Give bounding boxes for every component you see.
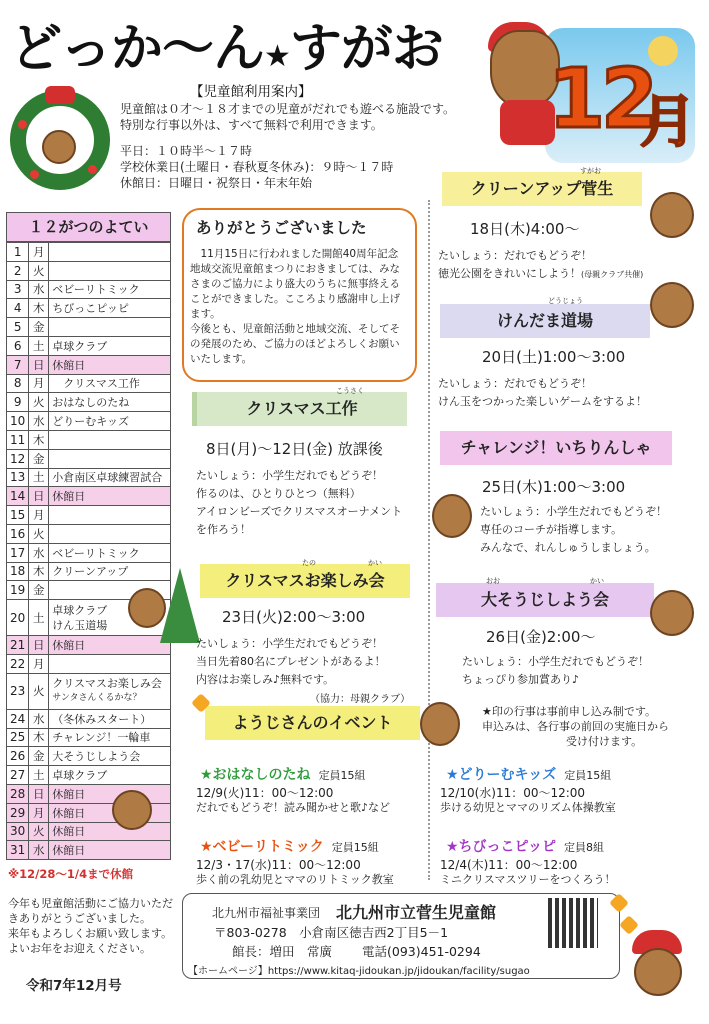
greeting-line: きありがとうございました。 bbox=[8, 912, 151, 925]
calendar-weekday: 木 bbox=[29, 728, 49, 747]
kendama-time: 20日(土)1:00～3:00 bbox=[482, 348, 626, 366]
calendar-row bbox=[7, 636, 171, 655]
calendar-weekday: 水 bbox=[29, 280, 49, 299]
calendar-weekday: 月 bbox=[29, 803, 49, 822]
calendar-day: 27 bbox=[7, 766, 29, 785]
calendar-row bbox=[7, 261, 171, 280]
greeting-line: 来年もよろしくお願い致します。 bbox=[8, 927, 173, 940]
bear-icon bbox=[420, 702, 460, 746]
calendar-weekday: 木 bbox=[29, 562, 49, 581]
calendar-day: 31 bbox=[7, 841, 29, 860]
unicycle-time: 25日(木)1:00～3:00 bbox=[482, 478, 626, 496]
info-heading: 【児童館利用案内】 bbox=[190, 84, 312, 100]
calendar-event-line: けん玉道場 bbox=[52, 618, 108, 632]
calendar-row bbox=[7, 562, 171, 581]
calendar-row bbox=[7, 822, 171, 841]
issue-label: 令和7年12月号 bbox=[26, 978, 122, 994]
calendar-weekday: 金 bbox=[29, 581, 49, 600]
wreath-bow-icon bbox=[45, 86, 75, 104]
calendar-weekday: 日 bbox=[29, 487, 49, 506]
footer-address: 〒803-0278 小倉南区徳吉西2丁目5－1 bbox=[214, 925, 449, 940]
calendar-row bbox=[7, 487, 171, 506]
calendar-event: 卓球クラブ bbox=[49, 766, 171, 785]
bear-icon bbox=[42, 130, 76, 164]
calendar-day: 18 bbox=[7, 562, 29, 581]
youji-event-time: 12/3・17(水)11：00～12:00 bbox=[196, 858, 361, 872]
calendar-row bbox=[7, 747, 171, 766]
calendar-day: 28 bbox=[7, 784, 29, 803]
calendar-row bbox=[7, 524, 171, 543]
calendar-day: 6 bbox=[7, 336, 29, 355]
calendar-event: 卓球クラブ bbox=[49, 336, 171, 355]
calendar-event: 休館日 bbox=[49, 803, 171, 822]
calendar-weekday: 水 bbox=[29, 543, 49, 562]
calendar-heading: １２がつのよてい bbox=[6, 212, 171, 242]
calendar-day: 29 bbox=[7, 803, 29, 822]
craft-line: たいしょう：小学生だれでもどうぞ！ bbox=[196, 469, 383, 482]
calendar-day: 9 bbox=[7, 393, 29, 412]
unicycle-banner: チャレンジ！いちりんしゃ bbox=[440, 431, 672, 465]
calendar-weekday: 土 bbox=[29, 336, 49, 355]
calendar-row bbox=[7, 841, 171, 860]
calendar-row bbox=[7, 506, 171, 525]
thanks-line: ます。 bbox=[190, 308, 221, 320]
calendar-day: 15 bbox=[7, 506, 29, 525]
kendama-banner: けんだま道場 bbox=[440, 304, 650, 338]
reserve-note: 申込みは、各行事の前回の実施日から bbox=[482, 720, 669, 733]
youji-banner: ようじさんのイベント bbox=[205, 706, 420, 740]
cleanup-time: 18日(木)4:00～ bbox=[470, 220, 580, 238]
calendar-row bbox=[7, 728, 171, 747]
calendar-weekday: 木 bbox=[29, 430, 49, 449]
osouji-time: 26日(金)2:00～ bbox=[486, 628, 596, 646]
calendar-day: 1 bbox=[7, 243, 29, 262]
closure-note: ※12/28～1/4まで休館 bbox=[8, 867, 134, 881]
calendar-row bbox=[7, 374, 171, 393]
youji-event-desc: 歩く前の乳幼児とママのリトミック教室 bbox=[196, 873, 394, 886]
calendar-day: 7 bbox=[7, 355, 29, 374]
calendar-event bbox=[49, 524, 171, 543]
calendar-weekday: 月 bbox=[29, 243, 49, 262]
party-ruby: かい bbox=[368, 559, 382, 567]
calendar-row bbox=[7, 430, 171, 449]
calendar-event bbox=[49, 261, 171, 280]
calendar-day: 20 bbox=[7, 600, 29, 636]
calendar-row bbox=[7, 318, 171, 337]
month-char: 月 bbox=[640, 90, 696, 155]
kendama-line: けん玉をつかった楽しいゲームをするよ！ bbox=[438, 395, 647, 408]
info-line: 学校休業日(土曜日・春秋夏冬休み)：９時～１７時 bbox=[120, 160, 394, 174]
cleanup-ruby: すがお bbox=[580, 167, 601, 175]
kendama-ruby: どうじょう bbox=[548, 297, 583, 305]
bear-icon bbox=[650, 282, 694, 328]
bear-icon bbox=[432, 494, 472, 538]
calendar-event bbox=[49, 506, 171, 525]
calendar-row bbox=[7, 709, 171, 728]
thanks-line: 地域交流児童館まつりにおきましては、みな bbox=[190, 263, 400, 275]
party-coop: （協力：母親クラブ） bbox=[310, 694, 411, 705]
calendar-event: 休館日 bbox=[49, 822, 171, 841]
party-line: 内容はお楽しみ♪無料です。 bbox=[196, 673, 335, 686]
bear-icon bbox=[112, 790, 152, 830]
bear-icon bbox=[634, 948, 682, 996]
youji-event-time: 12/4(木)11：00～12:00 bbox=[440, 858, 578, 872]
calendar-weekday: 金 bbox=[29, 449, 49, 468]
calendar-weekday: 木 bbox=[29, 299, 49, 318]
calendar-day: 19 bbox=[7, 581, 29, 600]
greeting-line: 今年も児童館活動にご協力いただ bbox=[8, 897, 173, 910]
calendar-event: 休館日 bbox=[49, 487, 171, 506]
calendar-event: 大そうじしよう会 bbox=[49, 747, 171, 766]
month-number: 12 bbox=[548, 52, 655, 147]
craft-line: アイロンビーズでクリスマスオーナメント bbox=[196, 505, 403, 518]
calendar-day: 26 bbox=[7, 747, 29, 766]
calendar-row bbox=[7, 449, 171, 468]
reserve-note: 受け付けます。 bbox=[566, 735, 643, 748]
calendar-day: 14 bbox=[7, 487, 29, 506]
osouji-ruby: かい bbox=[590, 577, 604, 585]
footer-org: 北九州市福祉事業団 bbox=[212, 906, 321, 920]
footer-director: 館長：増田 常廣 bbox=[232, 944, 333, 959]
calendar-day: 22 bbox=[7, 654, 29, 673]
calendar-day: 4 bbox=[7, 299, 29, 318]
bear-icon bbox=[128, 588, 166, 628]
homepage-link[interactable]: https://www.kitaq-jidoukan.jp/jidoukan/facility/sugao bbox=[267, 966, 530, 977]
calendar-event: クリスマス工作 bbox=[49, 374, 171, 393]
calendar-table bbox=[6, 242, 171, 860]
calendar-row bbox=[7, 280, 171, 299]
youji-event-title: ★どりーむキッズ 定員15組 bbox=[446, 767, 612, 783]
calendar-day: 25 bbox=[7, 728, 29, 747]
calendar-day: 16 bbox=[7, 524, 29, 543]
youji-event-time: 12/10(水)11：00～12:00 bbox=[440, 786, 586, 800]
craft-banner: クリスマス工作 bbox=[192, 392, 407, 426]
calendar-day: 11 bbox=[7, 430, 29, 449]
qr-code[interactable] bbox=[548, 898, 598, 948]
calendar-weekday: 金 bbox=[29, 318, 49, 337]
youji-event-title: ★おはなしのたね 定員15組 bbox=[200, 767, 366, 783]
calendar-row bbox=[7, 299, 171, 318]
calendar-day: 30 bbox=[7, 822, 29, 841]
page-title: どっか～ん★すがお bbox=[10, 19, 443, 79]
calendar-day: 23 bbox=[7, 673, 29, 709]
craft-line: 作るのは、ひとりひとつ（無料） bbox=[196, 487, 361, 500]
craft-ruby: こうさく bbox=[336, 387, 364, 395]
party-line: 当日先着80名にプレゼントがあるよ！ bbox=[196, 655, 386, 668]
youji-event-desc: だれでもどうぞ！読み聞かせと歌♪など bbox=[196, 801, 391, 814]
calendar-event-line: クリスマスお楽しみ会 bbox=[52, 677, 162, 691]
kendama-line: たいしょう：だれでもどうぞ！ bbox=[438, 377, 592, 390]
berry-icon bbox=[88, 165, 97, 174]
youji-event-title: ★ちびっこピッピ 定員8組 bbox=[446, 839, 604, 855]
calendar-day: 5 bbox=[7, 318, 29, 337]
calendar-event: （冬休みスタート） bbox=[49, 709, 171, 728]
calendar-event-line: サンタさんくるかな？ bbox=[52, 693, 142, 704]
calendar-row bbox=[7, 766, 171, 785]
calendar-event: ちびっこピッピ bbox=[49, 299, 171, 318]
calendar-row bbox=[7, 543, 171, 562]
calendar-row bbox=[7, 393, 171, 412]
greeting-line: よいお年をお迎えください。 bbox=[8, 942, 151, 955]
youji-event-desc: ミニクリスマスツリーをつくろう！ bbox=[440, 873, 616, 886]
calendar-weekday: 日 bbox=[29, 636, 49, 655]
osouji-banner: 大そうじしよう会 bbox=[436, 583, 654, 617]
cleanup-line: たいしょう：だれでもどうぞ！ bbox=[438, 249, 592, 262]
calendar-weekday: 金 bbox=[29, 747, 49, 766]
calendar-weekday: 月 bbox=[29, 374, 49, 393]
calendar-row bbox=[7, 355, 171, 374]
calendar-event bbox=[49, 449, 171, 468]
heart-icon bbox=[619, 915, 639, 935]
youji-event-title: ★ベビーリトミック 定員15組 bbox=[200, 839, 379, 855]
calendar-day: 17 bbox=[7, 543, 29, 562]
calendar-weekday: 月 bbox=[29, 506, 49, 525]
info-line: 休館日：日曜日・祝祭日・年末年始 bbox=[120, 176, 313, 190]
footer-homepage: 【ホームページ】https://www.kitaq-jidoukan.jp/jidoukan/facility/sugao bbox=[188, 966, 530, 977]
bear-icon bbox=[650, 590, 694, 636]
calendar-event: 休館日 bbox=[49, 784, 171, 803]
info-line: 児童館は０才～１８才までの児童がだれでも遊べる施設です。 bbox=[120, 102, 456, 116]
calendar-event bbox=[49, 243, 171, 262]
unicycle-line: みんなで、れんしゅうしましょう。 bbox=[480, 541, 656, 554]
thanks-title: ありがとうございました bbox=[196, 219, 367, 237]
calendar-event: どりーむキッズ bbox=[49, 412, 171, 431]
calendar-row bbox=[7, 336, 171, 355]
vertical-divider bbox=[428, 200, 436, 880]
youji-event-time: 12/9(火)11：00～12:00 bbox=[196, 786, 334, 800]
calendar-day: 8 bbox=[7, 374, 29, 393]
calendar-event bbox=[49, 654, 171, 673]
calendar-weekday: 火 bbox=[29, 524, 49, 543]
osouji-ruby: おお bbox=[486, 577, 500, 585]
calendar-row bbox=[7, 654, 171, 673]
berry-icon bbox=[18, 120, 27, 129]
berry-icon bbox=[30, 170, 39, 179]
calendar-event bbox=[49, 430, 171, 449]
calendar-day: 21 bbox=[7, 636, 29, 655]
calendar-event: ベビーリトミック bbox=[49, 280, 171, 299]
osouji-line: ちょっぴり参加賞あり♪ bbox=[462, 673, 580, 686]
calendar-row bbox=[7, 412, 171, 431]
craft-time: 8日(月)～12日(金) 放課後 bbox=[206, 440, 383, 458]
calendar-day: 3 bbox=[7, 280, 29, 299]
info-line: 特別な行事以外は、すべて無料で利用できます。 bbox=[120, 118, 383, 132]
footer-phone: 電話(093)451-0294 bbox=[362, 944, 481, 959]
thanks-line: さまのご協力により盛大のうちに無事終える bbox=[190, 278, 400, 290]
calendar-weekday: 火 bbox=[29, 673, 49, 709]
info-line: 平日：１０時半～１７時 bbox=[120, 144, 253, 158]
calendar-event bbox=[49, 318, 171, 337]
calendar-day: 10 bbox=[7, 412, 29, 431]
calendar-day: 2 bbox=[7, 261, 29, 280]
craft-line: を作ろう！ bbox=[196, 523, 251, 536]
calendar-day: 12 bbox=[7, 449, 29, 468]
calendar-event: ベビーリトミック bbox=[49, 543, 171, 562]
calendar-weekday: 火 bbox=[29, 261, 49, 280]
party-time: 23日(火)2:00～3:00 bbox=[222, 608, 366, 626]
calendar-day: 24 bbox=[7, 709, 29, 728]
calendar-event: チャレンジ！一輪車 bbox=[49, 728, 171, 747]
party-line: たいしょう：小学生だれでもどうぞ！ bbox=[196, 637, 383, 650]
calendar-weekday: 水 bbox=[29, 709, 49, 728]
calendar-weekday: 水 bbox=[29, 841, 49, 860]
party-banner: クリスマスお楽しみ会 bbox=[200, 564, 410, 598]
calendar-event bbox=[49, 673, 171, 709]
thanks-line: の発展のため、ご協力のほどよろしくお願い bbox=[190, 338, 400, 350]
calendar-event: 休館日 bbox=[49, 636, 171, 655]
calendar-event: クリーンアップ bbox=[49, 562, 171, 581]
thanks-line: ことができました。こころより感謝申し上げ bbox=[190, 293, 400, 305]
thanks-line: いたします。 bbox=[190, 353, 253, 365]
unicycle-line: 専任のコーチが指導します。 bbox=[480, 523, 623, 536]
calendar-weekday: 火 bbox=[29, 822, 49, 841]
cleanup-banner: クリーンアップ菅生 bbox=[442, 172, 642, 206]
bear-icon bbox=[650, 192, 694, 238]
calendar-row bbox=[7, 468, 171, 487]
calendar-weekday: 月 bbox=[29, 654, 49, 673]
unicycle-line: たいしょう：小学生だれでもどうぞ！ bbox=[480, 505, 667, 518]
calendar-event: 小倉南区卓球練習試合 bbox=[49, 468, 171, 487]
calendar-event: 休館日 bbox=[49, 841, 171, 860]
calendar-weekday: 土 bbox=[29, 600, 49, 636]
calendar-row bbox=[7, 243, 171, 262]
santa-coat-icon bbox=[500, 100, 555, 145]
youji-event-desc: 歩ける幼児とママのリズム体操教室 bbox=[440, 801, 616, 814]
calendar-weekday: 土 bbox=[29, 468, 49, 487]
thanks-line: 今後とも、児童館活動と地域交流、そしてそ bbox=[190, 323, 400, 335]
calendar-weekday: 水 bbox=[29, 412, 49, 431]
calendar-weekday: 日 bbox=[29, 784, 49, 803]
calendar-event: 休館日 bbox=[49, 355, 171, 374]
calendar-weekday: 土 bbox=[29, 766, 49, 785]
calendar-weekday: 火 bbox=[29, 393, 49, 412]
reserve-note: ★印の行事は事前申し込み制です。 bbox=[482, 705, 656, 718]
party-ruby: たの bbox=[302, 559, 316, 567]
cleanup-line: 徳光公園をきれいにしよう！(母親クラブ共催) bbox=[438, 267, 644, 280]
footer-name: 北九州市立菅生児童館 bbox=[336, 903, 497, 922]
calendar-weekday: 日 bbox=[29, 355, 49, 374]
osouji-line: たいしょう：小学生だれでもどうぞ！ bbox=[462, 655, 649, 668]
thanks-line: 11月15日に行われました開館40周年記念 bbox=[190, 248, 399, 260]
calendar-event: おはなしのたね bbox=[49, 393, 171, 412]
calendar-row bbox=[7, 673, 171, 709]
calendar-day: 13 bbox=[7, 468, 29, 487]
calendar-event-line: 卓球クラブ bbox=[52, 603, 108, 617]
